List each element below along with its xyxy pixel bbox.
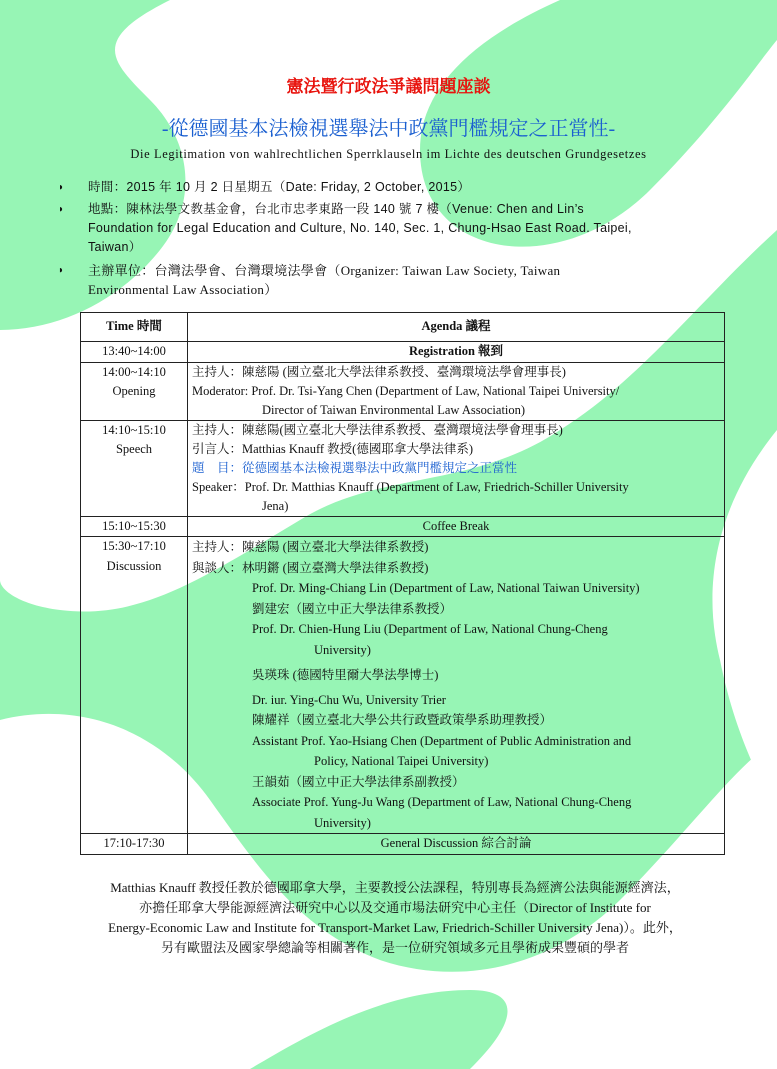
info-time-text: 時間：2015 年 10 月 2 日星期五（Date: Friday, 2 October, 2015）: [88, 180, 471, 194]
page-title: 憲法暨行政法爭議問題座談: [286, 77, 491, 96]
row-line: University): [314, 815, 371, 830]
row-label: Opening: [112, 384, 156, 398]
row-time-cell: [81, 537, 188, 834]
row-line: Jena): [262, 498, 289, 513]
info-organizer-line: Environmental Law Association）: [88, 282, 278, 297]
row-line: 主持人：陳慈陽 (國立臺北大學法律系教授、臺灣環境法學會理事長): [192, 364, 566, 379]
row-line: 引言人：Matthias Knauff 教授(德國耶拿大學法律系): [192, 441, 473, 456]
row-line: Director of Taiwan Environmental Law Association): [262, 402, 526, 417]
info-venue-line: 地點：陳林法學文教基金會，台北市忠孝東路一段 140 號 7 樓（Venue: Chen and Lin’s: [88, 202, 584, 216]
info-venue-line: Foundation for Legal Education and Culture, No. 140, Sec. 1, Chung-Hsao East Road. Taipei,: [88, 221, 632, 235]
bio-line: 另有歐盟法及國家學總論等相關著作，是一位研究領域多元且學術成果豐碩的學者: [160, 940, 629, 955]
row-line: 王韻茹（國立中正大學法律系副教授）: [252, 774, 465, 789]
row-line: Policy, National Taipei University): [314, 754, 489, 768]
row-line: Prof. Dr. Ming-Chiang Lin (Department of Law, National Taiwan University): [252, 581, 640, 595]
table-row-discussion: [81, 537, 725, 834]
row-line: Dr. iur. Ying-Chu Wu, University Trier: [252, 692, 446, 707]
row-line: 吳瑛珠 (德國特里爾大學法學博士): [252, 668, 439, 682]
row-time: 13:40~14:00: [81, 342, 188, 363]
row-line-topic: 題 目：從德國基本法檢視選舉法中政黨門檻規定之正當性: [192, 460, 518, 475]
row-content: [188, 362, 725, 420]
row-time: 15:30~17:10: [102, 539, 166, 553]
info-time: [58, 178, 704, 197]
bio-line: Energy-Economic Law and Institute for Transport-Market Law, Friedrich-Schiller University Jena)）。此外，: [108, 920, 682, 935]
bullet-icon: ◗: [58, 265, 65, 276]
row-line: University): [314, 642, 371, 657]
row-line: 劉建宏（國立中正大學法律系教授）: [252, 601, 453, 616]
row-label: General Discussion 綜合討論: [188, 834, 725, 855]
row-label: Registration 報到: [188, 342, 725, 363]
row-label: Discussion: [106, 558, 162, 573]
row-time-cell: [81, 420, 188, 516]
german-title: Die Legitimation von wahlrechtlichen Sperrklauseln im Lichte des deutschen Grundgesetzes: [130, 147, 647, 161]
table-row-speech: [81, 420, 725, 516]
row-line: 主持人：陳慈陽 (國立臺北大學法律系教授): [192, 540, 429, 554]
row-content: [188, 420, 725, 516]
row-line: Associate Prof. Yung-Ju Wang (Department of Law, National Chung-Cheng: [252, 795, 632, 809]
row-line: Speaker：Prof. Dr. Matthias Knauff (Department of Law, Friedrich-Schiller University: [192, 479, 629, 494]
row-time: 17:10-17:30: [81, 834, 188, 855]
bullet-icon: ◗: [58, 182, 65, 193]
bio-line: 亦擔任耶拿大學能源經濟法研究中心以及交通市場法研究中心主任（Director of Institute for: [139, 900, 651, 915]
info-organizer: [58, 261, 704, 299]
table-header-row: [81, 313, 725, 342]
info-venue: [58, 200, 704, 257]
header-agenda: Agenda 議程: [188, 313, 725, 342]
row-time: 14:00~14:10: [102, 364, 166, 379]
row-line: 與談人：林明鏘 (國立臺灣大學法律系教授): [192, 560, 429, 575]
row-label: Coffee Break: [188, 516, 725, 537]
bio-line: Matthias Knauff 教授任教於德國耶拿大學，主要教授公法課程，特別專長為經濟公法與能源經濟法，: [110, 880, 680, 895]
table-row-registration: [81, 342, 725, 363]
header-time: Time 時間: [81, 313, 188, 342]
row-line: Assistant Prof. Yao-Hsiang Chen (Department of Public Administration and: [252, 733, 632, 748]
row-content: [188, 537, 725, 834]
bullet-icon: ◗: [58, 204, 65, 215]
info-venue-line: Taiwan）: [88, 240, 142, 254]
row-label: Speech: [115, 442, 153, 456]
row-line: 陳耀祥（國立臺北大學公共行政暨政策學系助理教授）: [252, 713, 553, 727]
table-row-general: [81, 834, 725, 855]
row-time: 14:10~15:10: [102, 422, 166, 437]
page-subtitle: -從德國基本法檢視選舉法中政黨門檻規定之正當性-: [161, 118, 616, 140]
info-organizer-line: 主辦單位：台灣法學會、台灣環境法學會（Organizer: Taiwan Law Society, Taiwan: [88, 263, 561, 278]
agenda-table: [80, 312, 725, 855]
table-row-opening: [81, 362, 725, 420]
speaker-bio: [60, 878, 730, 958]
row-time-cell: [81, 362, 188, 420]
table-row-coffee: [81, 516, 725, 537]
row-time: 15:10~15:30: [81, 516, 188, 537]
row-line: Moderator: Prof. Dr. Tsi-Yang Chen (Department of Law, National Taipei University/: [192, 383, 620, 398]
row-line: 主持人：陳慈陽(國立臺北大學法律系教授、臺灣環境法學會理事長): [192, 422, 563, 437]
row-line: Prof. Dr. Chien-Hung Liu (Department of Law, National Chung-Cheng: [252, 622, 608, 636]
